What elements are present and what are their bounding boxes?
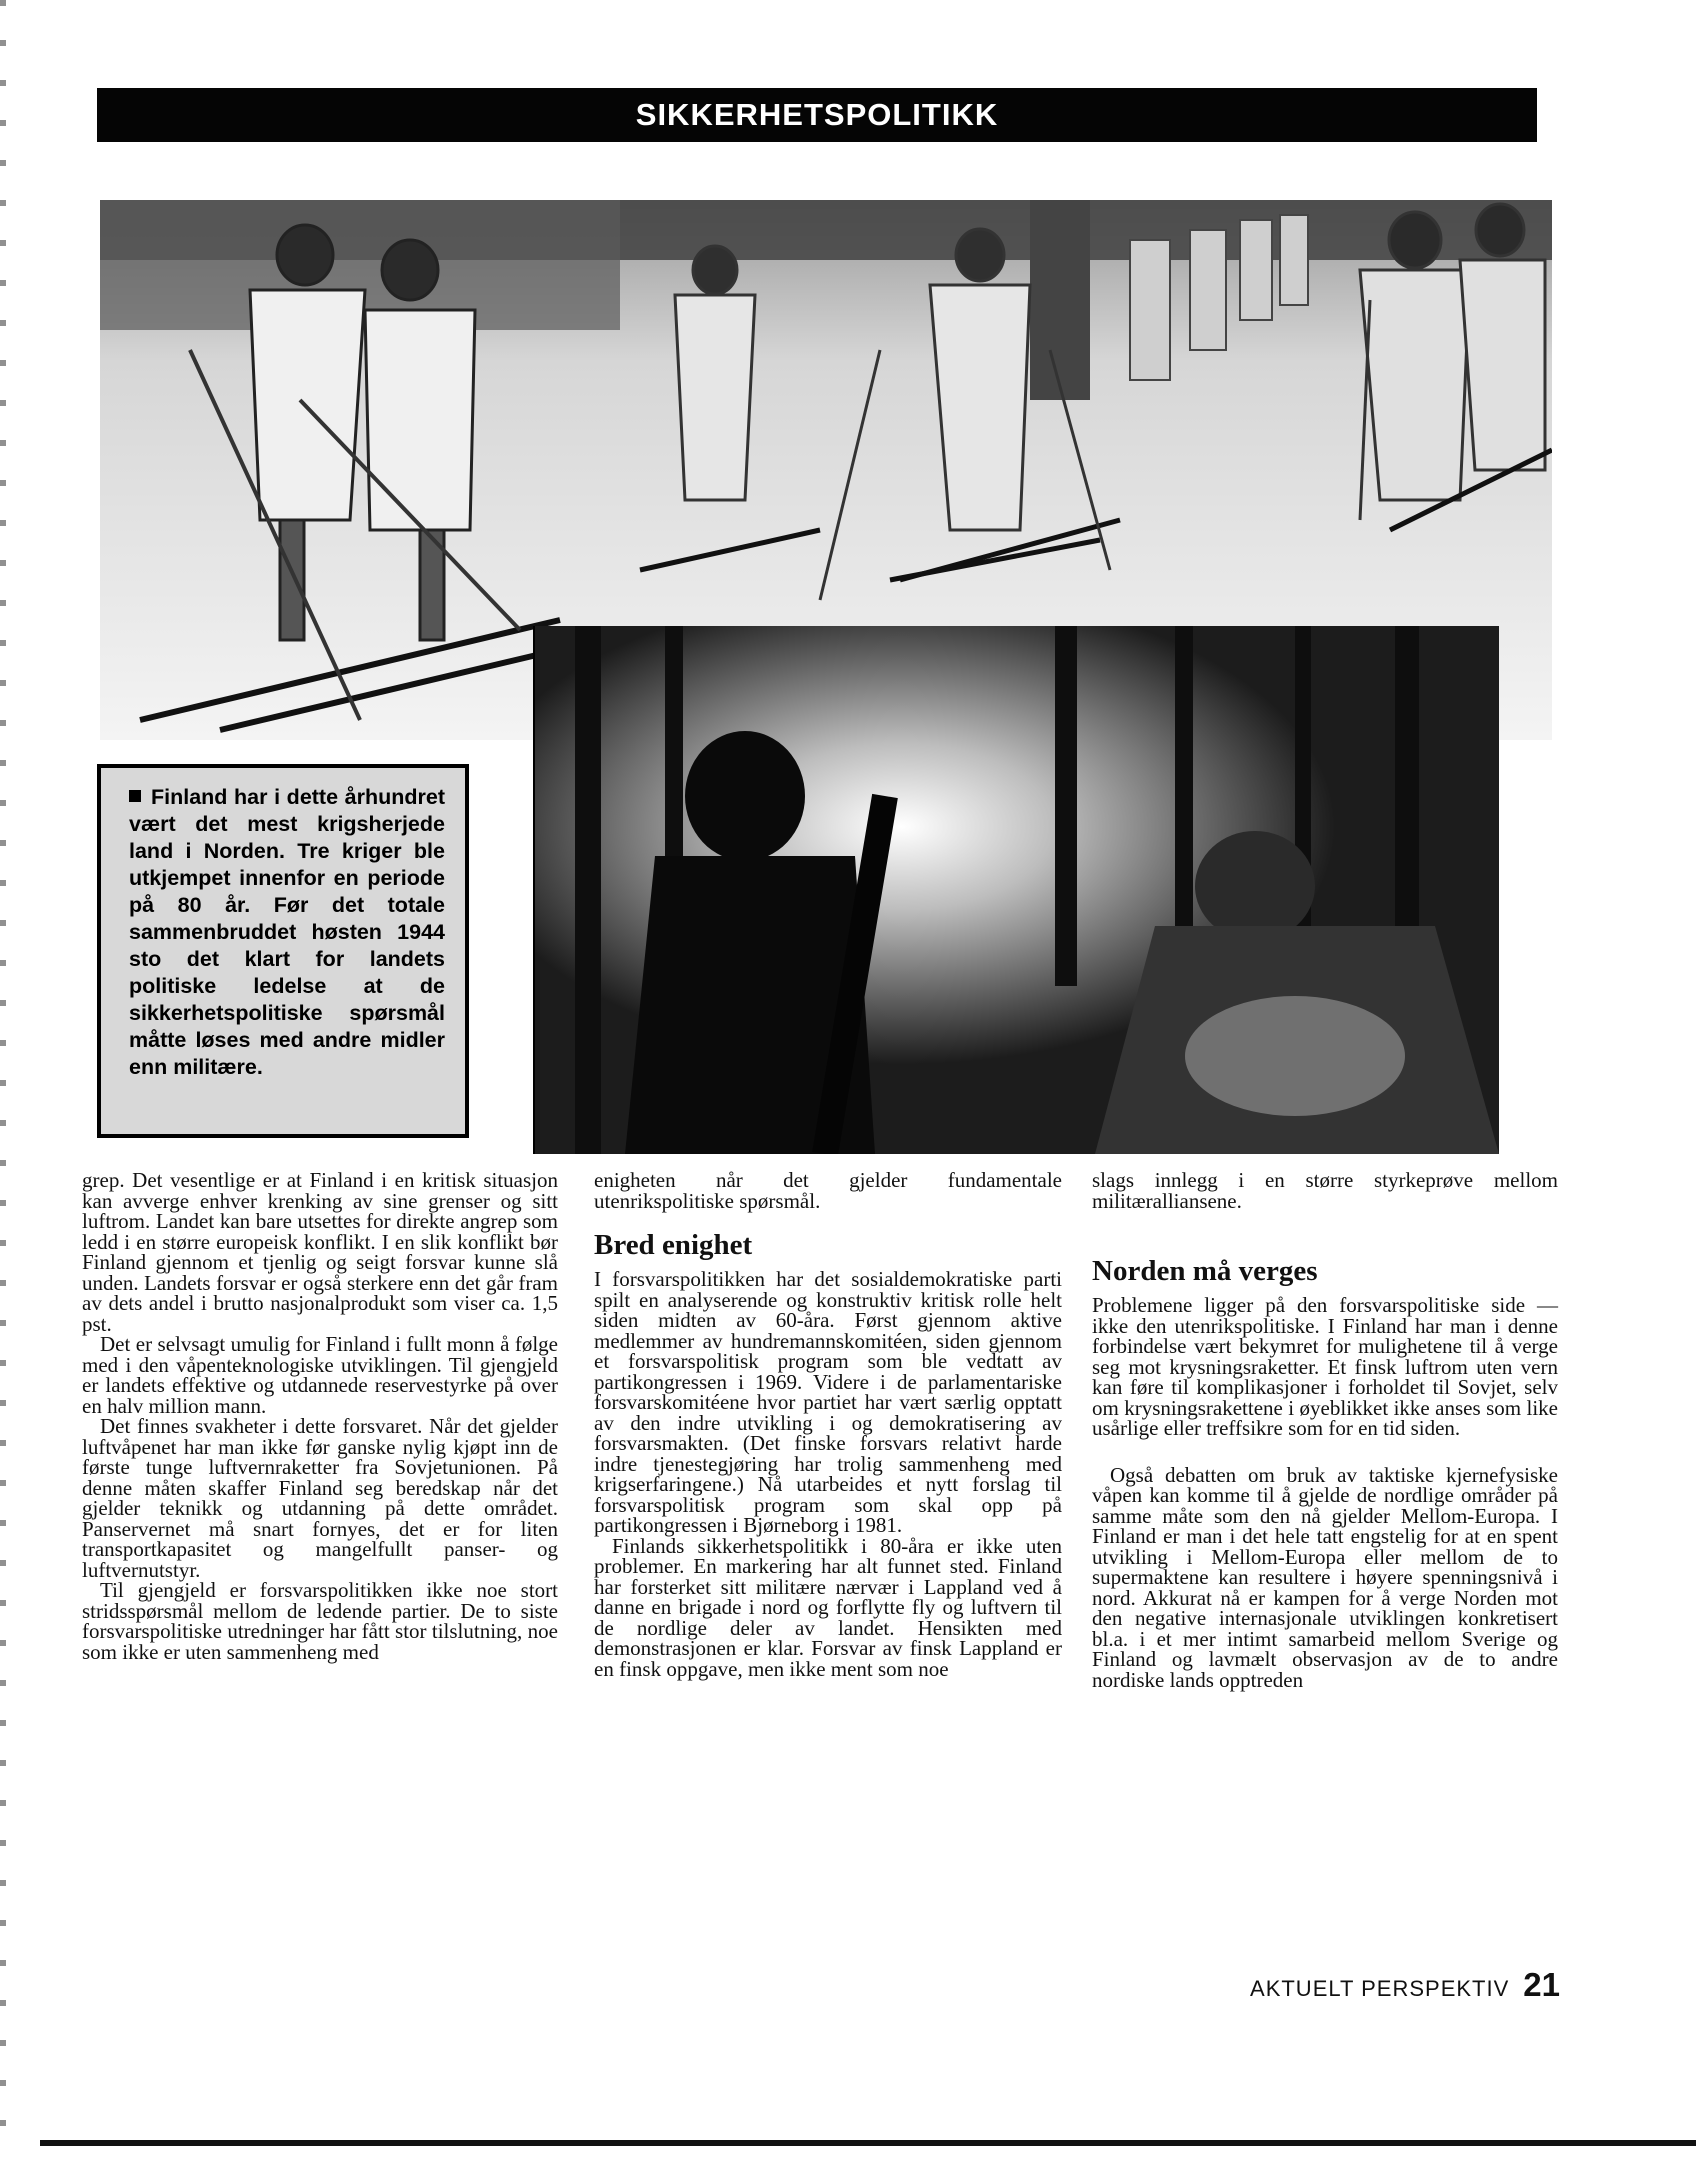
paragraph: I forsvarspolitikken har det sosialdemokratiske parti spilt en analyserende og konstruktiv kritisk rolle helt siden midten av 60-åra. Først gjennom aktive medlemmer av hundremannskomitéen, siden gjennom et forsvarspolitisk program som ble vedtatt av partikongressen i 1969. Videre i de parlamentariske forsvarskomitéene hvor partiet har vært særlig opptatt av den indre utvikling i og demokratisering av forsvarsmakten. (Det finske forsvars relativt harde indre tjenestegjøring har trolig sammenheng med krigserfaringene.) Nå utarbeides et nytt forslag til forsvarspolitisk program som skal opp på partikongressen i Bjørneborg i 1981. [594, 1267, 1062, 1537]
paragraph: grep. Det vesentlige er at Finland i en kritisk situasjon kan avverge enhver krenking av sine grenser og sitt luftrom. Landet kan bare utsettes for direkte angrep som ledd i en større europeisk konflikt. I en slik konflikt bør Finland gjennom et tjenlig og seigt forsvar kunne slå unden. Landets forsvar er også sterkere enn det går fram av dets andel i brutto nasjonalprodukt som viser ca. 1,5 pst. [82, 1168, 558, 1336]
paragraph: enigheten når det gjelder fundamentale utenrikspolitiske spørsmål. [594, 1168, 1062, 1213]
callout-box [97, 764, 469, 1138]
paragraph: Finlands sikkerhetspolitikk i 80-åra er ikke uten problemer. En markering har alt funnet sted. Finland har forsterket sitt militære nærvær i Lappland ved å danne en brigade i nord og forflytte fly og luftvern til de nordlige deler av landet. Hensikten med demonstrasjonen er klar. Forsvar av finsk Lappland er en finsk oppgave, men ikke ment som noe [594, 1533, 1062, 1681]
article-column-2 [594, 1170, 1062, 1679]
subheading: Bred enighet [594, 1229, 753, 1261]
section-header [97, 88, 1537, 142]
callout-text: Finland har i dette århundret vært det mest krigsherjede land i Norden. Tre kriger ble utkjempet innenfor en periode på 80 år. Før det totale sammenbruddet høsten 1944 sto det klart for landets politiske ledelse at de sikkerhetspolitiske spørsmål måtte løses med andre midler enn militære. [129, 785, 445, 1079]
article-column-1 [82, 1170, 558, 1662]
section-title: SIKKERHETSPOLITIKK [635, 97, 999, 132]
page-number: 21 [1523, 1966, 1560, 2003]
paragraph: Til gjengjeld er forsvarspolitikken ikke noe stort stridsspørsmål mellom de ledende partier. De to siste forsvarspolitiske utredninger har fått stor tilslutning, noe som ikke er uten sammenheng med [82, 1578, 558, 1664]
bullet-icon [129, 790, 141, 802]
paragraph: slags innlegg i en større styrkeprøve mellom militæralliansene. [1092, 1168, 1558, 1213]
magazine-name: AKTUELT PERSPEKTIV [1250, 1976, 1510, 2001]
photo-forest-fire [533, 626, 1499, 1154]
paragraph: Problemene ligger på den forsvarspolitiske side — ikke den utenrikspolitiske. I Finland har man i denne forbindelse vært bekymret for mulighetene til å verge seg mot krysningsraketter. Et finsk luftrom uten vern kan føre til komplikasjoner i forholdet til Sovjet, selv om krysningsrakettene i øyeblikket ikke anses som like usårlige eller treffsikre som for en tid siden. [1092, 1293, 1558, 1440]
paragraph: Det finnes svakheter i dette forsvaret. Når det gjelder luftvåpenet har man ikke før ganske nylig kjøpt inn de første tunge luftvernraketter fra Sovjetunionen. På denne måten skaffer Finland seg beredskap når det gjelder teknikk og utdanning på dette området. Panservernet må snart fornyes, det er for liten transportkapasitet og mangelfullt panser- og luftvernutstyr. [82, 1414, 558, 1582]
scan-edge [0, 0, 6, 2160]
page-footer [1220, 1966, 1560, 2006]
article-column-3 [1092, 1170, 1558, 1690]
paragraph: Det er selvsagt umulig for Finland i fullt monn å følge med i den våpenteknologiske utviklingen. Til gjengjeld er landets effektive og utdannede reservestyrke på over en halv million mann. [82, 1332, 558, 1418]
paragraph: Også debatten om bruk av taktiske kjernefysiske våpen kan komme til å gjelde de nordlige områder på samme måte som den nå gjelder Mellom-Europa. I Finland er man i det hele tatt engstelig for at en spent utvikling i Mellom-Europa eller mellom de to supermaktene kan resultere i høyere spenningsnivå i nord. Akkurat nå er kampen for å verge Norden mot den negative internasjonale utviklingen konkretisert bl.a. i et mer intimt samarbeid mellom Sverige og Finland og lavmælt observasjon av de to andre nordiske lands opptreden [1092, 1462, 1558, 1692]
bottom-rule [40, 2140, 1696, 2146]
subheading: Norden må verges [1092, 1255, 1318, 1287]
